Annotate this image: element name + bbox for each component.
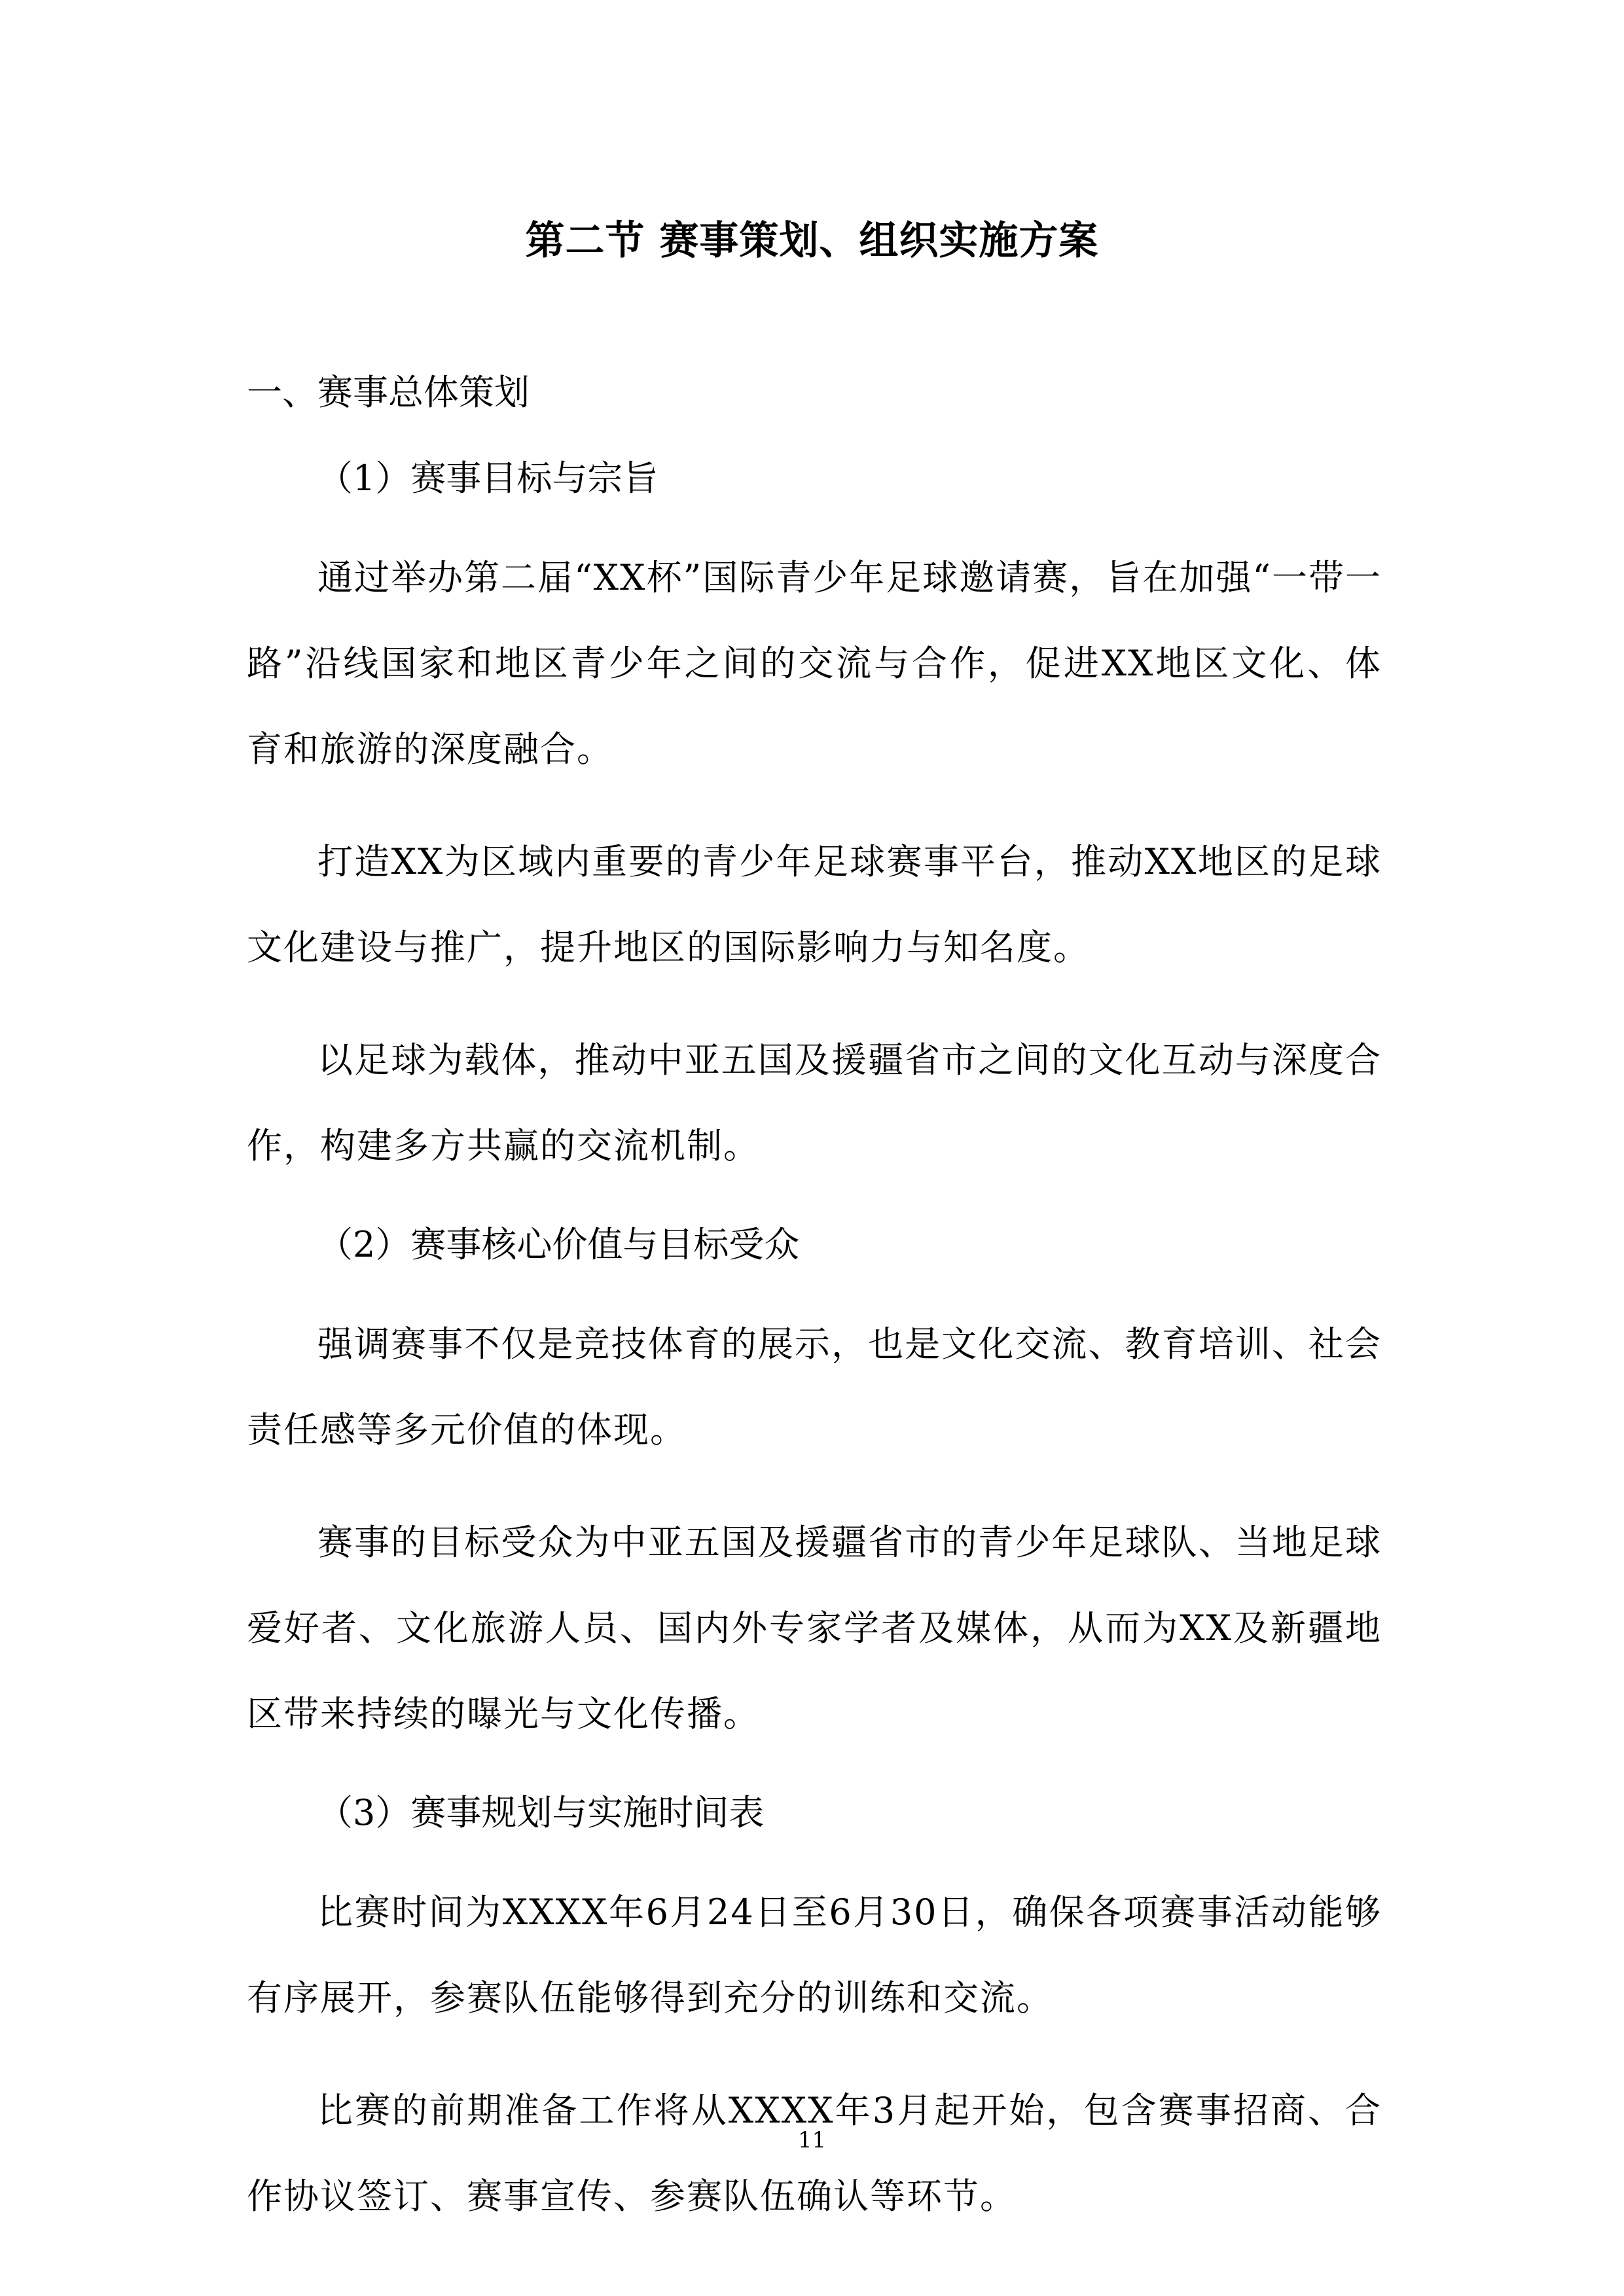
paragraph: 通过举办第二届“XX杯”国际青少年足球邀请赛，旨在加强“一带一路”沿线国家和地区青少年之间的交流与合作，促进XX地区文化、体育和旅游的深度融合。 — [247, 557, 1382, 770]
document-body — [247, 363, 1382, 2266]
paragraph: 以足球为载体，推动中亚五国及援疆省市之间的文化互动与深度合作，构建多方共赢的交流机制。 — [247, 1039, 1382, 1166]
page-number: 11 — [797, 2127, 827, 2153]
paragraph: 强调赛事不仅是竞技体育的展示，也是文化交流、教育培训、社会责任感等多元价值的体现。 — [247, 1323, 1382, 1450]
paragraph: 赛事的目标受众为中亚五国及援疆省市的青少年足球队、当地足球爱好者、文化旅游人员、国内外专家学者及媒体，从而为XX及新疆地区带来持续的曝光与文化传播。 — [247, 1522, 1382, 1734]
paragraph: 打造XX为区域内重要的青少年足球赛事平台，推动XX地区的足球文化建设与推广，提升地区的国际影响力与知名度。 — [247, 841, 1382, 968]
subsection-heading-goals: （1）赛事目标与宗旨 — [317, 457, 659, 499]
subsection-heading-core-value: （2）赛事核心价值与目标受众 — [317, 1224, 800, 1265]
section-heading: 一、赛事总体策划 — [247, 372, 530, 413]
page-title: 第二节 赛事策划、组织实施方案 — [525, 218, 1099, 264]
paragraph: 比赛的前期准备工作将从XXXX年3月起开始，包含赛事招商、合作协议签订、赛事宣传、参赛队伍确认等环节。 — [247, 2090, 1382, 2217]
paragraph: 比赛时间为XXXX年6月24日至6月30日，确保各项赛事活动能够有序展开，参赛队伍能够得到充分的训练和交流。 — [247, 1892, 1382, 2018]
subsection-heading-schedule: （3）赛事规划与实施时间表 — [317, 1792, 765, 1833]
